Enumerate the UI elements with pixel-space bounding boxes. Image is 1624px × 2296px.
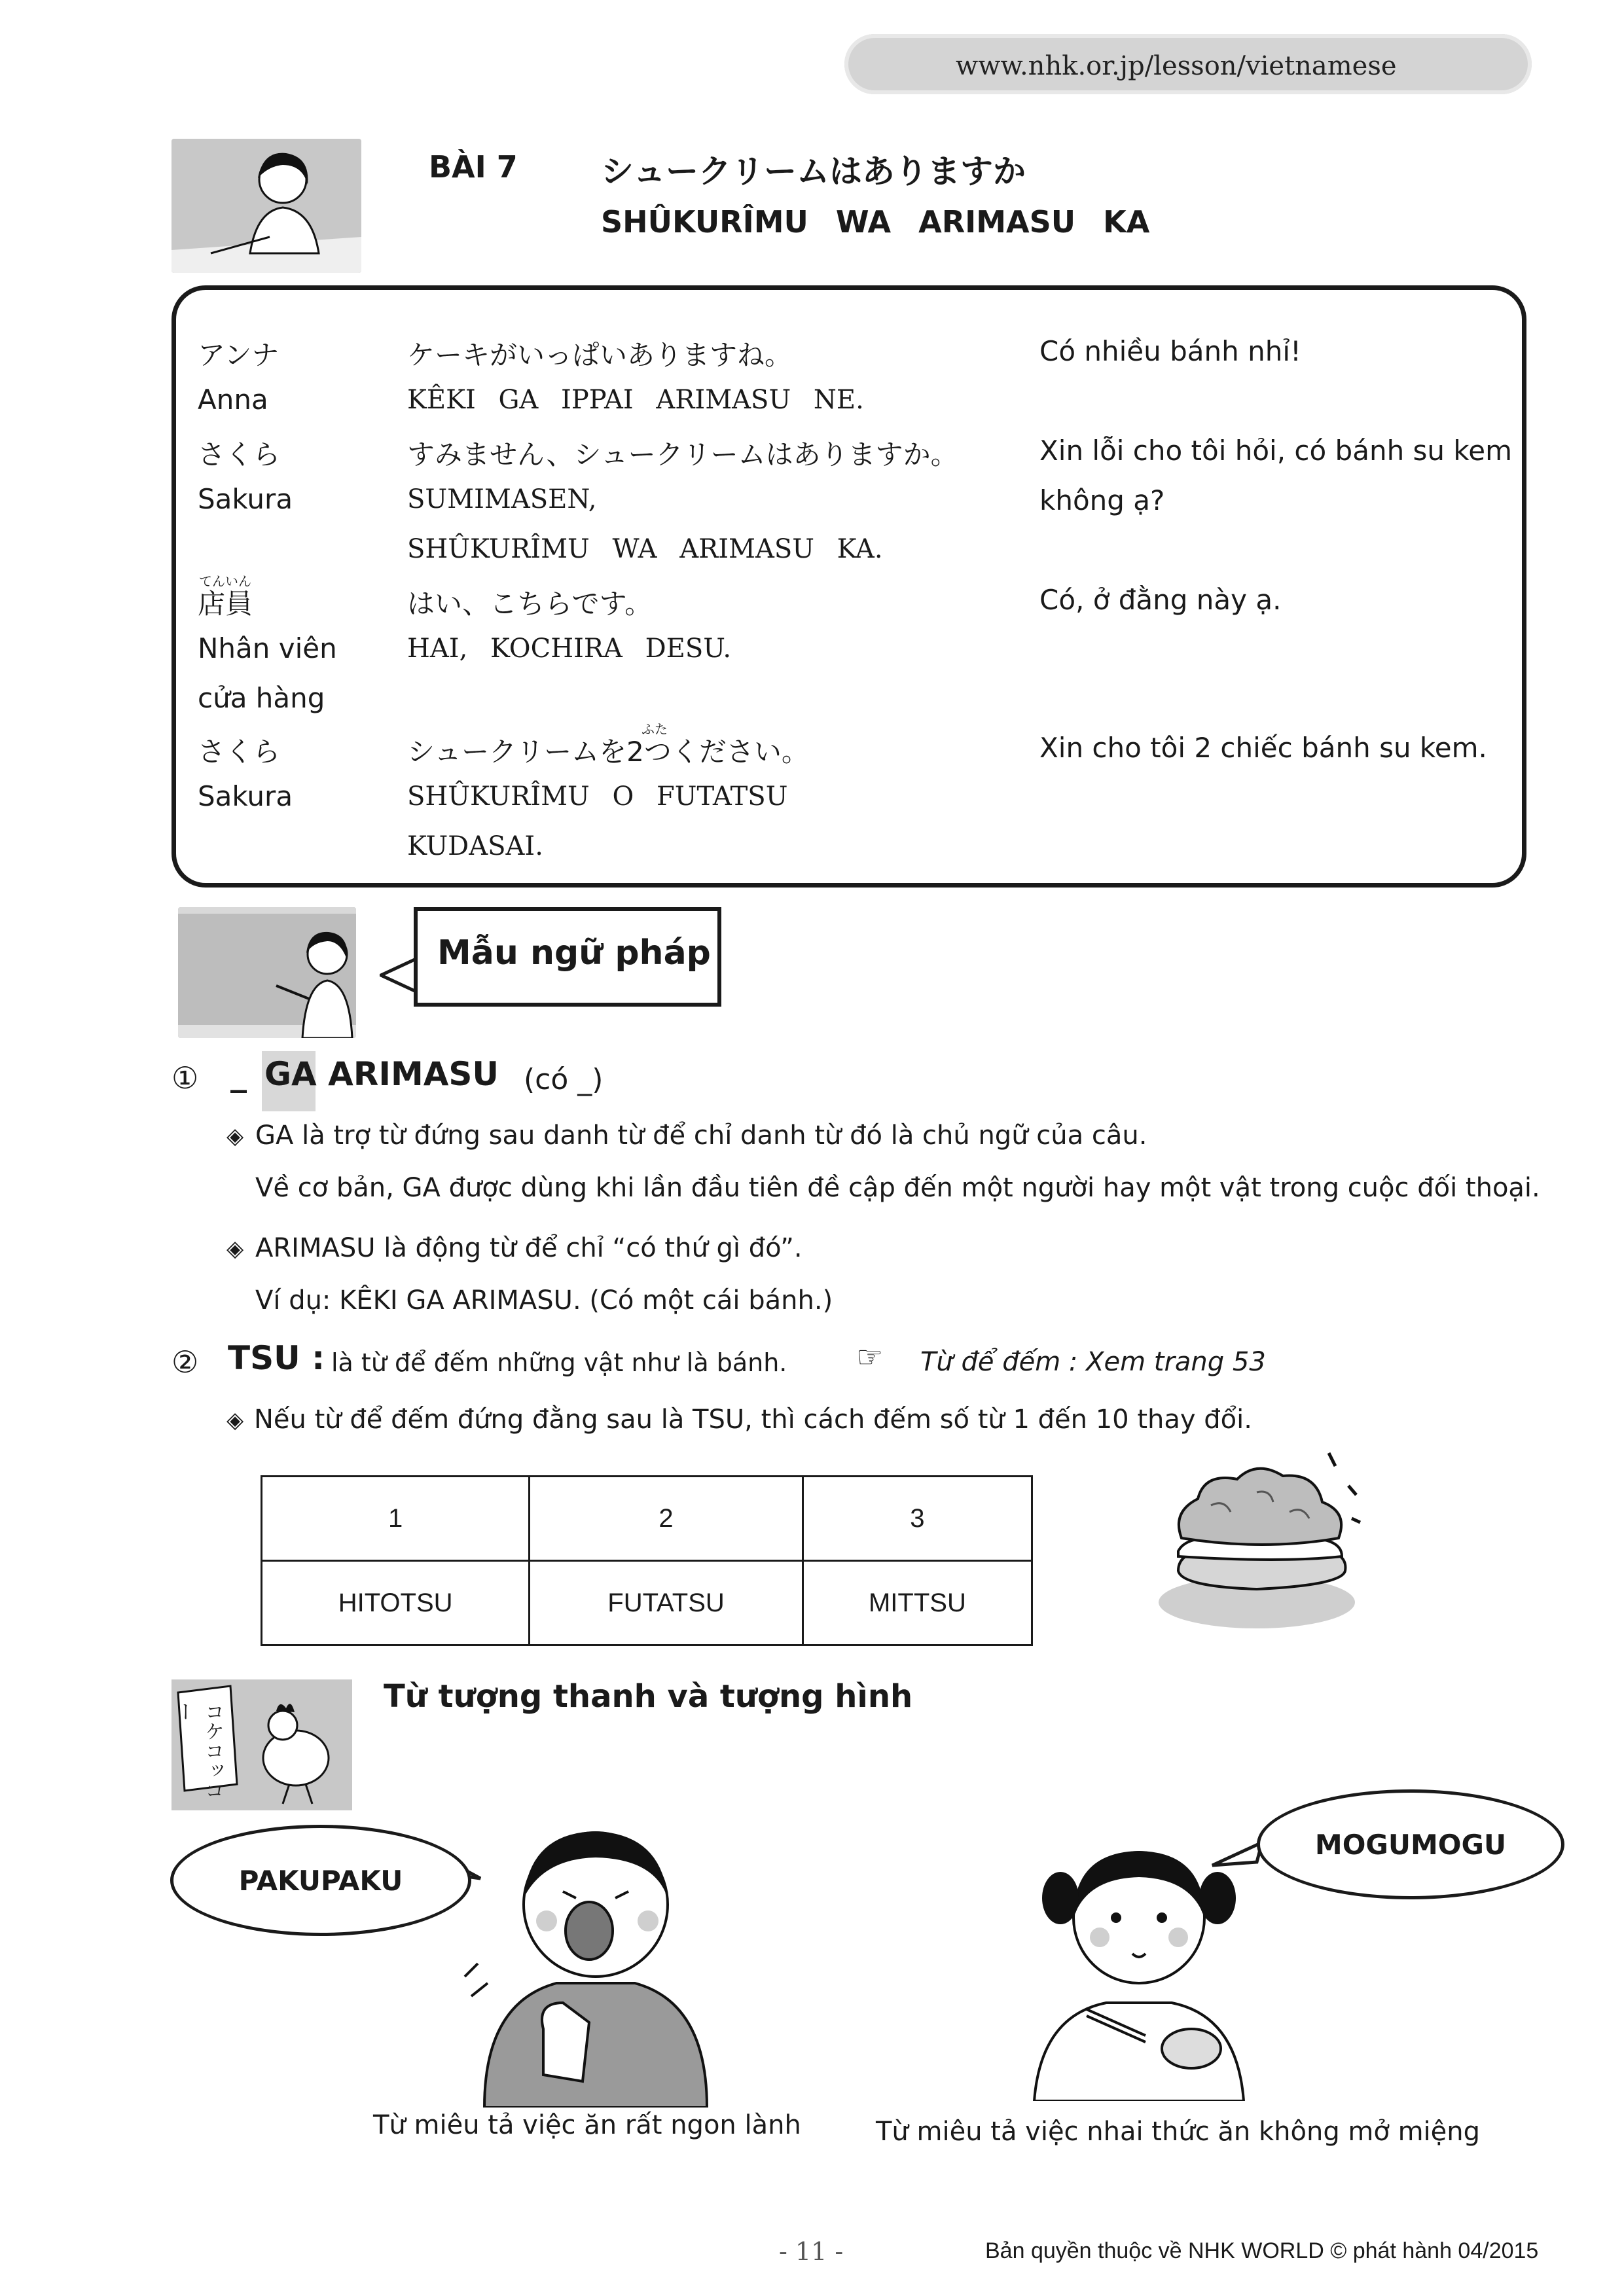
teacher-illustration bbox=[178, 907, 356, 1038]
speaker-romaji: Sakura bbox=[198, 483, 293, 515]
dialogue-box bbox=[171, 285, 1526, 888]
point-title: TSU : bbox=[228, 1339, 325, 1377]
bullet-icon: ◈ bbox=[226, 1236, 244, 1262]
lesson-title-romaji: SHÛKURÎMU WA ARIMASU KA bbox=[601, 204, 1150, 240]
counting-table bbox=[261, 1475, 1033, 1646]
line-vi: Có, ở đằng này ạ. bbox=[1039, 584, 1282, 616]
table-cell: 1 bbox=[262, 1477, 530, 1561]
boy-eating-illustration bbox=[458, 1806, 733, 2108]
site-url: www.nhk.or.jp/lesson/vietnamese bbox=[956, 51, 1397, 81]
page-number: - 11 - bbox=[779, 2237, 844, 2266]
rooster-illustration bbox=[171, 1679, 352, 1810]
line-romaji: SHÛKURÎMU WA ARIMASU KA. bbox=[407, 534, 883, 564]
line-jp: はい、こちらです。 bbox=[407, 588, 653, 620]
caption-left: Từ miêu tả việc ăn rất ngon lành bbox=[373, 2110, 801, 2140]
line-romaji: SUMIMASEN, bbox=[407, 484, 597, 514]
line-jp: シュークリームを2つください。 bbox=[407, 736, 809, 768]
bubble-text: PAKUPAKU bbox=[238, 1864, 403, 1897]
table-row bbox=[262, 1477, 1032, 1561]
grammar-heading: Mẫu ngữ pháp bbox=[437, 933, 711, 973]
furigana: ふた bbox=[641, 721, 668, 737]
point-gloss: (có _) bbox=[524, 1063, 604, 1096]
page-reference: Từ để đếm : Xem trang 53 bbox=[920, 1347, 1266, 1377]
bullet-text: Nếu từ để đếm đứng đằng sau là TSU, thì cách đếm số từ 1 đến 10 thay đổi. bbox=[254, 1405, 1252, 1435]
bullet-text: ARIMASU là động từ để chỉ “có thứ gì đó”. bbox=[255, 1233, 803, 1263]
line-vi: Xin cho tôi 2 chiếc bánh su kem. bbox=[1039, 732, 1487, 764]
speaker-romaji: Nhân viên bbox=[198, 632, 337, 664]
speech-bubble-right bbox=[1257, 1789, 1564, 1899]
caption-right: Từ miêu tả việc nhai thức ăn không mở miệng bbox=[876, 2117, 1481, 2147]
point-desc: là từ để đếm những vật như là bánh. bbox=[331, 1348, 787, 1377]
speaker-romaji: cửa hàng bbox=[198, 682, 325, 714]
table-cell: HITOTSU bbox=[262, 1561, 530, 1645]
table-cell: 3 bbox=[803, 1477, 1032, 1561]
bullet-text: Về cơ bản, GA được dùng khi lần đầu tiên đề cập đến một người hay một vật trong cuộc đối thoại. bbox=[255, 1173, 1540, 1203]
speaker-jp: さくら bbox=[198, 439, 281, 471]
point-title: GA ARIMASU bbox=[264, 1055, 499, 1093]
lesson-number: BÀI 7 bbox=[429, 149, 518, 185]
line-jp: すみません、シュークリームはありますか。 bbox=[407, 439, 958, 471]
point-marker: ① bbox=[171, 1060, 199, 1096]
line-romaji: HAI, KOCHIRA DESU. bbox=[407, 634, 732, 664]
rooster-sign-text: コケコッコー bbox=[172, 1702, 224, 1800]
table-cell: FUTATSU bbox=[530, 1561, 803, 1645]
speaker-romaji: Sakura bbox=[198, 780, 293, 812]
bullet-icon: ◈ bbox=[226, 1407, 244, 1433]
lesson-title-jp: シュークリームはありますか bbox=[601, 152, 1026, 190]
cream-puff-illustration bbox=[1152, 1440, 1368, 1636]
line-vi: Xin lỗi cho tôi hỏi, có bánh su kem bbox=[1039, 435, 1512, 467]
student-illustration bbox=[171, 139, 361, 273]
copyright: Bản quyền thuộc về NHK WORLD © phát hành 04/2015 bbox=[985, 2238, 1539, 2263]
line-vi: không ạ? bbox=[1039, 484, 1165, 516]
bullet-icon: ◈ bbox=[226, 1123, 244, 1149]
table-cell: 2 bbox=[530, 1477, 803, 1561]
line-romaji: SHÛKURÎMU O FUTATSU bbox=[407, 781, 788, 812]
point-blank: _ bbox=[230, 1055, 247, 1093]
speaker-jp: さくら bbox=[198, 736, 281, 768]
bubble-text: MOGUMOGU bbox=[1314, 1828, 1507, 1861]
line-jp: ケーキがいっぱいありますね。 bbox=[407, 339, 793, 371]
speaker-romaji: Anna bbox=[198, 384, 268, 416]
table-cell: MITTSU bbox=[803, 1561, 1032, 1645]
line-romaji: KUDASAI. bbox=[407, 831, 543, 861]
pointing-hand-icon: ☞ bbox=[856, 1339, 884, 1374]
bullet-text: GA là trợ từ đứng sau danh từ để chỉ danh từ đó là chủ ngữ của câu. bbox=[255, 1121, 1147, 1151]
point-marker: ② bbox=[171, 1344, 199, 1380]
speaker-jp: アンナ bbox=[198, 339, 280, 371]
onomatopoeia-heading: Từ tượng thanh và tượng hình bbox=[384, 1678, 913, 1715]
line-romaji: KÊKI GA IPPAI ARIMASU NE. bbox=[407, 385, 864, 415]
speaker-jp: 店員 bbox=[198, 588, 253, 620]
girl-eating-illustration bbox=[995, 1806, 1283, 2101]
furigana: てんいん bbox=[199, 573, 251, 589]
callout-pointer bbox=[380, 957, 419, 996]
bullet-text: Ví dụ: KÊKI GA ARIMASU. (Có một cái bánh.) bbox=[255, 1285, 833, 1316]
line-vi: Có nhiều bánh nhỉ! bbox=[1039, 335, 1301, 367]
table-row bbox=[262, 1561, 1032, 1645]
speech-bubble-left bbox=[170, 1825, 471, 1936]
